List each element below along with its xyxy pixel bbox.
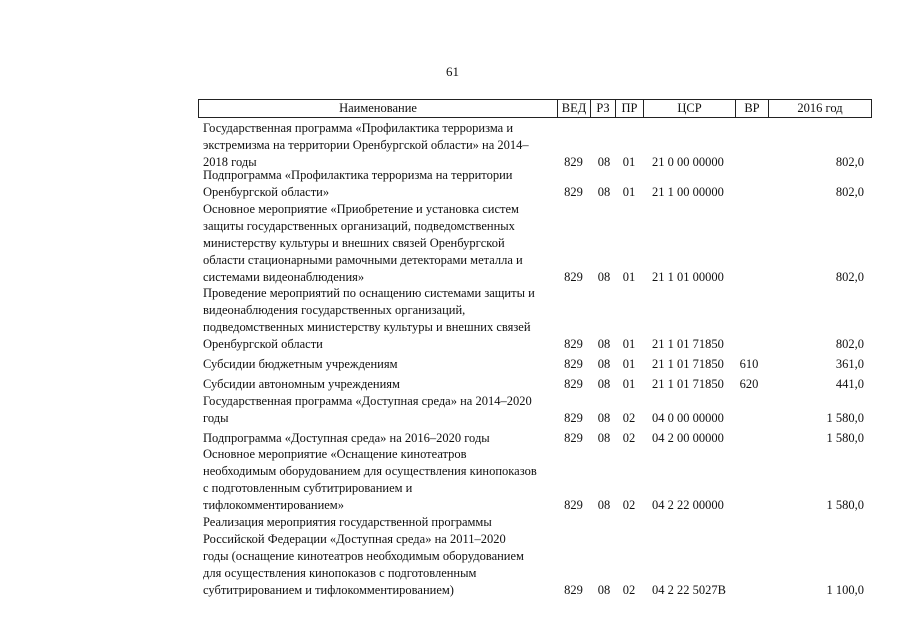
row-sum: 1 580,0 xyxy=(826,498,864,512)
page-number: 61 xyxy=(446,64,459,79)
row-sum: 802,0 xyxy=(835,185,864,199)
row-ved: 829 xyxy=(564,583,583,597)
row-name: Государственная программа «Доступная среда» на 2014–2020 годы xyxy=(203,394,532,425)
row-ved: 829 xyxy=(564,431,583,445)
row-name: Реализация мероприятия государственной программы Российской Федерации «Доступная среда» на 2011–2020 годы (оснащение кинотеатров необходимым оборудованием для осуществления кинопоказов с подготовленным субтитрированием и тифлокомментированием) xyxy=(203,515,524,597)
row-csr: 04 2 22 00000 xyxy=(652,498,724,512)
header-ved: ВЕД xyxy=(558,100,591,117)
row-csr: 04 2 22 5027В xyxy=(652,583,726,597)
row-pr: 02 xyxy=(622,431,636,445)
row-ved: 829 xyxy=(564,270,583,284)
header-vr: ВР xyxy=(736,100,769,117)
header-rz: РЗ xyxy=(591,100,616,117)
row-name: Проведение мероприятий по оснащению системами защиты и видеонаблюдения государственных организаций, подведомственных министерству культуры и внешних связей Оренбургской области xyxy=(203,286,535,351)
row-sum: 1 580,0 xyxy=(826,411,864,425)
row-name: Субсидии бюджетным учреждениям xyxy=(203,357,398,371)
row-sum: 361,0 xyxy=(835,357,864,371)
row-rz: 08 xyxy=(597,155,611,169)
table-row xyxy=(0,446,905,514)
row-pr: 01 xyxy=(622,185,636,199)
row-sum: 802,0 xyxy=(835,155,864,169)
row-vr: 610 xyxy=(739,357,759,371)
row-pr: 02 xyxy=(622,583,636,597)
row-pr: 01 xyxy=(622,270,636,284)
row-pr: 01 xyxy=(622,357,636,371)
row-csr: 21 1 01 71850 xyxy=(652,337,724,351)
row-ved: 829 xyxy=(564,337,583,351)
row-name: Основное мероприятие «Приобретение и установка систем защиты государственных организаций, подведомственных министерству культуры и внешних связей Оренбургской области стационарными рамочными детекторами металла и системами видеонаблюдения» xyxy=(203,202,523,284)
row-ved: 829 xyxy=(564,185,583,199)
row-ved: 829 xyxy=(564,411,583,425)
header-name: Наименование xyxy=(199,100,558,117)
header-pr: ПР xyxy=(616,100,644,117)
table-row xyxy=(0,514,905,599)
row-sum: 1 580,0 xyxy=(826,431,864,445)
table-row xyxy=(0,355,905,373)
row-pr: 01 xyxy=(622,377,636,391)
row-rz: 08 xyxy=(597,337,611,351)
table-row xyxy=(0,167,905,201)
row-ved: 829 xyxy=(564,377,583,391)
row-sum: 441,0 xyxy=(835,377,864,391)
row-ved: 829 xyxy=(564,357,583,371)
table-row xyxy=(0,375,905,393)
row-csr: 21 0 00 00000 xyxy=(652,155,724,169)
row-pr: 01 xyxy=(622,155,636,169)
row-rz: 08 xyxy=(597,357,611,371)
row-rz: 08 xyxy=(597,270,611,284)
row-name: Субсидии автономным учреждениям xyxy=(203,377,400,391)
row-name: Подпрограмма «Профилактика терроризма на территории Оренбургской области» xyxy=(203,168,513,199)
row-pr: 02 xyxy=(622,498,636,512)
row-name: Государственная программа «Профилактика терроризма и экстремизма на территории Оренбургской области» на 2014– 2018 годы xyxy=(203,121,529,169)
row-ved: 829 xyxy=(564,498,583,512)
table-row xyxy=(0,429,905,447)
row-name: Подпрограмма «Доступная среда» на 2016–2020 годы xyxy=(203,431,490,445)
header-year: 2016 год xyxy=(797,101,843,115)
row-rz: 08 xyxy=(597,185,611,199)
row-rz: 08 xyxy=(597,498,611,512)
row-csr: 21 1 01 71850 xyxy=(652,357,724,371)
table-row xyxy=(0,121,905,171)
row-sum: 1 100,0 xyxy=(826,583,864,597)
row-sum: 802,0 xyxy=(835,270,864,284)
row-name: Основное мероприятие «Оснащение кинотеатров необходимым оборудованием для осуществления кинопоказов с подготовленным субтитрированием и тифлокомментированием» xyxy=(203,447,537,512)
row-csr: 04 2 00 00000 xyxy=(652,431,724,445)
row-pr: 02 xyxy=(622,411,636,425)
row-rz: 08 xyxy=(597,431,611,445)
row-sum: 802,0 xyxy=(835,337,864,351)
row-vr: 620 xyxy=(739,377,759,391)
table-row xyxy=(0,285,905,353)
table-row xyxy=(0,201,905,286)
row-csr: 04 0 00 00000 xyxy=(652,411,724,425)
row-ved: 829 xyxy=(564,155,583,169)
row-csr: 21 1 01 71850 xyxy=(652,377,724,391)
row-csr: 21 1 01 00000 xyxy=(652,270,724,284)
row-rz: 08 xyxy=(597,377,611,391)
header-csr: ЦСР xyxy=(644,100,736,117)
row-rz: 08 xyxy=(597,411,611,425)
table-header xyxy=(198,99,872,118)
row-pr: 01 xyxy=(622,337,636,351)
table-row xyxy=(0,393,905,427)
row-rz: 08 xyxy=(597,583,611,597)
row-csr: 21 1 00 00000 xyxy=(652,185,724,199)
